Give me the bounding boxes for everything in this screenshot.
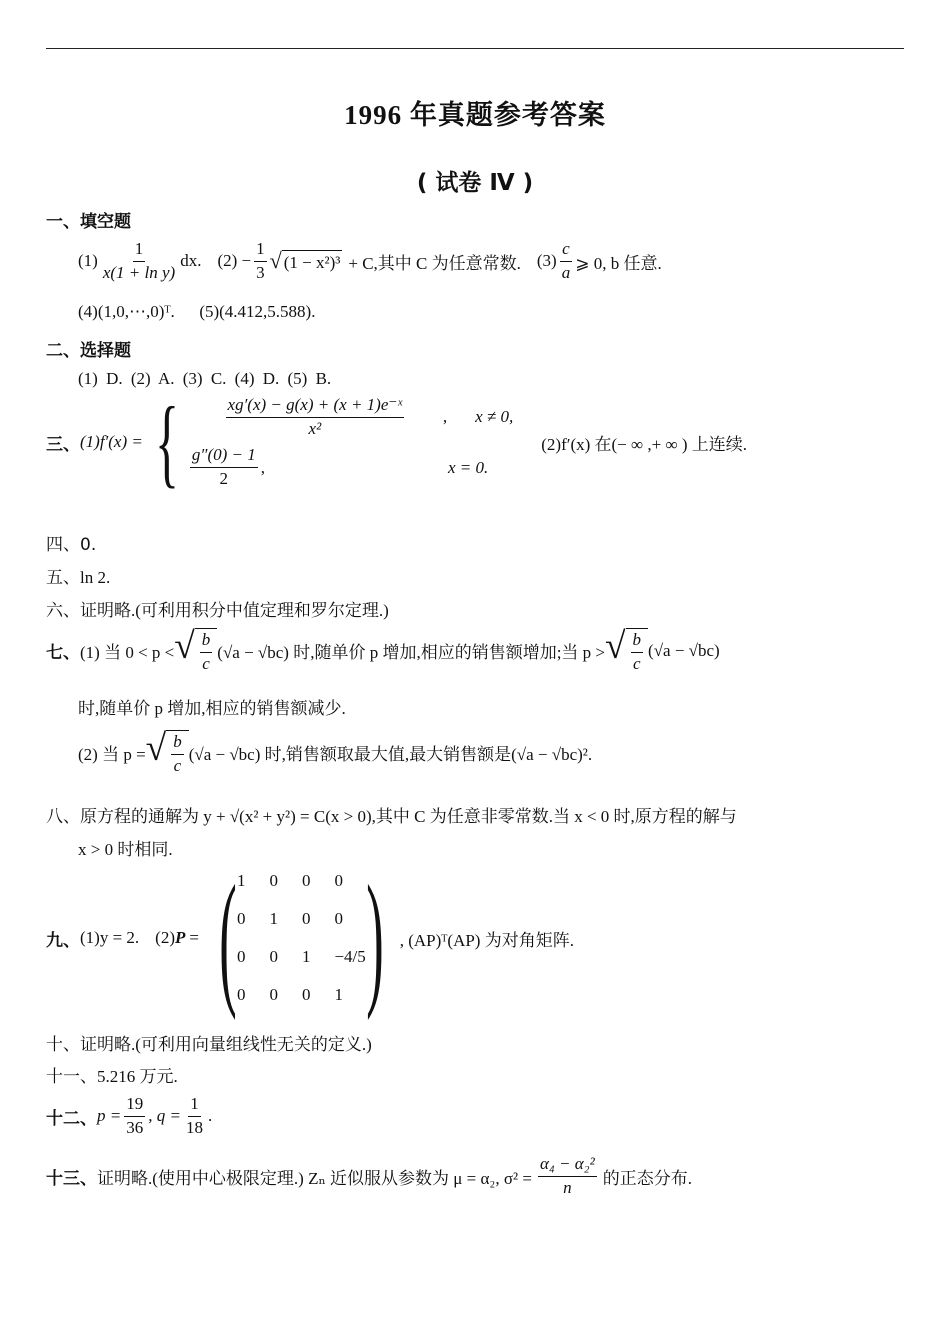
section-8-line-1: 八、原方程的通解为 y + √(x² + y²) = C(x > 0),其中 C 为任意非零常数.当 x < 0 时,原方程的解与 [46, 807, 737, 826]
section-3 [46, 386, 748, 498]
case-2: $\frac{g''(0) - 1}{2}$ , x = 0. [191, 445, 489, 489]
page-title: 1996 年真题参考答案 [344, 100, 606, 130]
section-3-heading: 三、 [46, 434, 80, 455]
matrix-cell: 0 [269, 871, 278, 890]
case-1: $\frac{\text{xg′(x) − g(x) + (x + 1)e⁻ˣ}}{\text{x²}}$ , x ≠ 0, [187, 396, 513, 438]
top-rule [46, 48, 904, 49]
fraction-denominator: c [173, 755, 182, 775]
fraction-numerator: α₄ − α₂² [538, 1155, 597, 1177]
fraction-numerator: 1 [133, 240, 146, 262]
matrix-cell: 0 [269, 985, 278, 1004]
q-label: , q = [148, 1106, 181, 1126]
section-7-text-d: (2) 当 p = [78, 745, 146, 765]
case-2-fraction [190, 446, 258, 488]
continuity-statement: (2)f′(x) 在(− ∞ ,+ ∞ ) 上连续. [541, 434, 748, 454]
matrix-cell: 1 [269, 909, 278, 928]
fraction-denominator: 3 [256, 262, 265, 282]
matrix-row [225, 938, 378, 976]
case-2-condition: x = 0. [447, 457, 489, 477]
matrix-cell: 1 [301, 947, 311, 966]
blank-4: (4)(1,0,⋯,0)ᵀ. [78, 302, 175, 321]
section-1-line-1 [78, 240, 662, 282]
section-2-heading: 二、选择题 [46, 341, 131, 361]
p-fraction [124, 1095, 145, 1137]
section-9-part-2: (2) [155, 928, 175, 947]
case-1-condition: x ≠ 0, [475, 407, 514, 427]
matrix-row [225, 862, 378, 900]
section-12 [46, 1095, 212, 1137]
section-4: 四、0. [46, 535, 97, 555]
section-7-heading: 七、 [46, 643, 80, 664]
matrix-row [225, 900, 378, 938]
blank-5: (5)(4.412,5.588). [199, 302, 316, 321]
fraction-numerator: g″(0) − 1 [190, 446, 258, 468]
matrix-left-paren: ( [219, 855, 237, 1021]
section-13-heading: 十三、 [46, 1168, 97, 1189]
fraction-denominator: c [633, 653, 641, 673]
p-label: p = [97, 1106, 122, 1126]
section-13 [46, 1155, 692, 1197]
blank-1-tail: dx. [180, 251, 202, 271]
radicand: (1 − x²)³ [282, 250, 343, 273]
matrix-cell: 0 [334, 871, 343, 890]
fraction-numerator: xg′(x) − g(x) + (x + 1)e⁻ˣ [226, 396, 405, 418]
fraction-denominator: a [561, 262, 571, 282]
section-8-line-2: x > 0 时相同. [78, 840, 173, 859]
matrix-right-paren: ) [365, 855, 384, 1021]
equals-sign: = [189, 928, 199, 947]
sqrt-b-over-c: √ $\frac{b}{c}$ [174, 628, 217, 673]
blank-2-sqrt: √ (1 − x²)³ [269, 247, 341, 273]
fraction-numerator: b [631, 631, 644, 653]
matrix-row [225, 976, 378, 1014]
period: . [207, 1106, 213, 1126]
blank-2-label: (2) − [217, 251, 252, 271]
fraction-numerator: c [560, 240, 572, 262]
matrix-cell: 0 [301, 871, 311, 890]
section-7-text-a: (1) 当 0 < p < [80, 643, 175, 663]
blank-2-fraction [254, 240, 267, 282]
section-13-tail: 的正态分布. [602, 1168, 692, 1188]
section-7-text-b: (√a − √bc) 时,随单价 p 增加,相应的销售额增加;当 p > [217, 643, 606, 663]
fraction-numerator: 1 [188, 1095, 201, 1117]
matrix-cell: 0 [269, 947, 278, 966]
matrix-cell: 0 [236, 947, 246, 966]
fraction-denominator: 36 [126, 1117, 144, 1137]
fraction-denominator: c [202, 653, 210, 673]
section-11: 十一、5.216 万元. [46, 1067, 178, 1086]
fraction-numerator: 1 [254, 240, 267, 262]
section-7-line-2: 时,随单价 p 增加,相应的销售额减少. [78, 699, 346, 718]
blank-1-fraction [101, 240, 177, 282]
blank-3-tail: ⩾ 0, b 任意. [575, 253, 662, 273]
matrix-cell: 0 [236, 909, 246, 928]
piecewise-cases [187, 396, 513, 489]
fraction-denominator: x(1 + ln y) [102, 262, 176, 282]
blank-3-fraction [560, 240, 573, 282]
matrix-P [225, 862, 378, 1014]
section-7-text-e: (√a − √bc) 时,销售额取最大值,最大销售额是(√a − √bc)². [188, 745, 593, 765]
blank-2-tail: + C,其中 C 为任意常数. [348, 253, 521, 273]
section-6: 六、证明略.(可利用积分中值定理和罗尔定理.) [46, 601, 389, 620]
matrix-cell: 1 [334, 985, 343, 1004]
blank-3-label: (3) [536, 251, 557, 271]
fraction-denominator: 2 [219, 469, 229, 489]
section-7-line-3 [78, 730, 592, 775]
fraction-numerator: b [171, 733, 184, 755]
fraction-numerator: 19 [124, 1095, 145, 1117]
derivative-lhs: (1)f′(x) = [80, 432, 143, 452]
section-9-heading: 九、 [46, 930, 80, 951]
matrix-cell: −4/5 [334, 947, 366, 966]
left-brace: { [154, 386, 179, 498]
section-1-heading: 一、填空题 [46, 212, 131, 232]
blank-1-label: (1) [78, 251, 98, 271]
matrix-cell: 1 [236, 871, 246, 890]
section-7-text-c: (√a − √bc) [648, 640, 720, 660]
choice-answers: (1) D. (2) A. (3) C. (4) D. (5) B. [78, 369, 332, 388]
fraction-denominator: x² [308, 418, 322, 438]
section-5: 五、ln 2. [46, 568, 111, 587]
sqrt-b-over-c-2: √ $\frac{b}{c}$ [605, 628, 648, 673]
fraction-denominator: 18 [185, 1117, 203, 1137]
section-9-part-1: (1)y = 2. [80, 928, 140, 947]
fraction-numerator: b [200, 631, 213, 653]
sqrt-b-over-c-3: √ $\frac{b}{c}$ [146, 730, 189, 775]
matrix-cell: 0 [301, 909, 311, 928]
section-12-heading: 十二、 [46, 1108, 97, 1129]
section-13-text: 证明略.(使用中心极限定理.) Zₙ 近似服从参数为 μ = α₂, σ² = [97, 1168, 532, 1188]
case-1-fraction [190, 396, 440, 438]
section-7-line-1 [46, 628, 720, 673]
matrix-name: P [175, 928, 186, 947]
variance-fraction [538, 1155, 597, 1197]
fraction-denominator: n [563, 1177, 572, 1197]
section-9 [46, 855, 574, 1021]
matrix-cell: 0 [236, 985, 246, 1004]
page-subtitle: ( 试卷 Ⅳ ) [416, 170, 534, 196]
section-1-line-2 [78, 302, 315, 322]
section-9-tail: , (AP)ᵀ(AP) 为对角矩阵. [399, 930, 574, 950]
matrix-cell: 0 [301, 985, 311, 1004]
section-10: 十、证明略.(可利用向量组线性无关的定义.) [46, 1035, 372, 1054]
q-fraction [184, 1095, 205, 1137]
matrix-cell: 0 [334, 909, 343, 928]
